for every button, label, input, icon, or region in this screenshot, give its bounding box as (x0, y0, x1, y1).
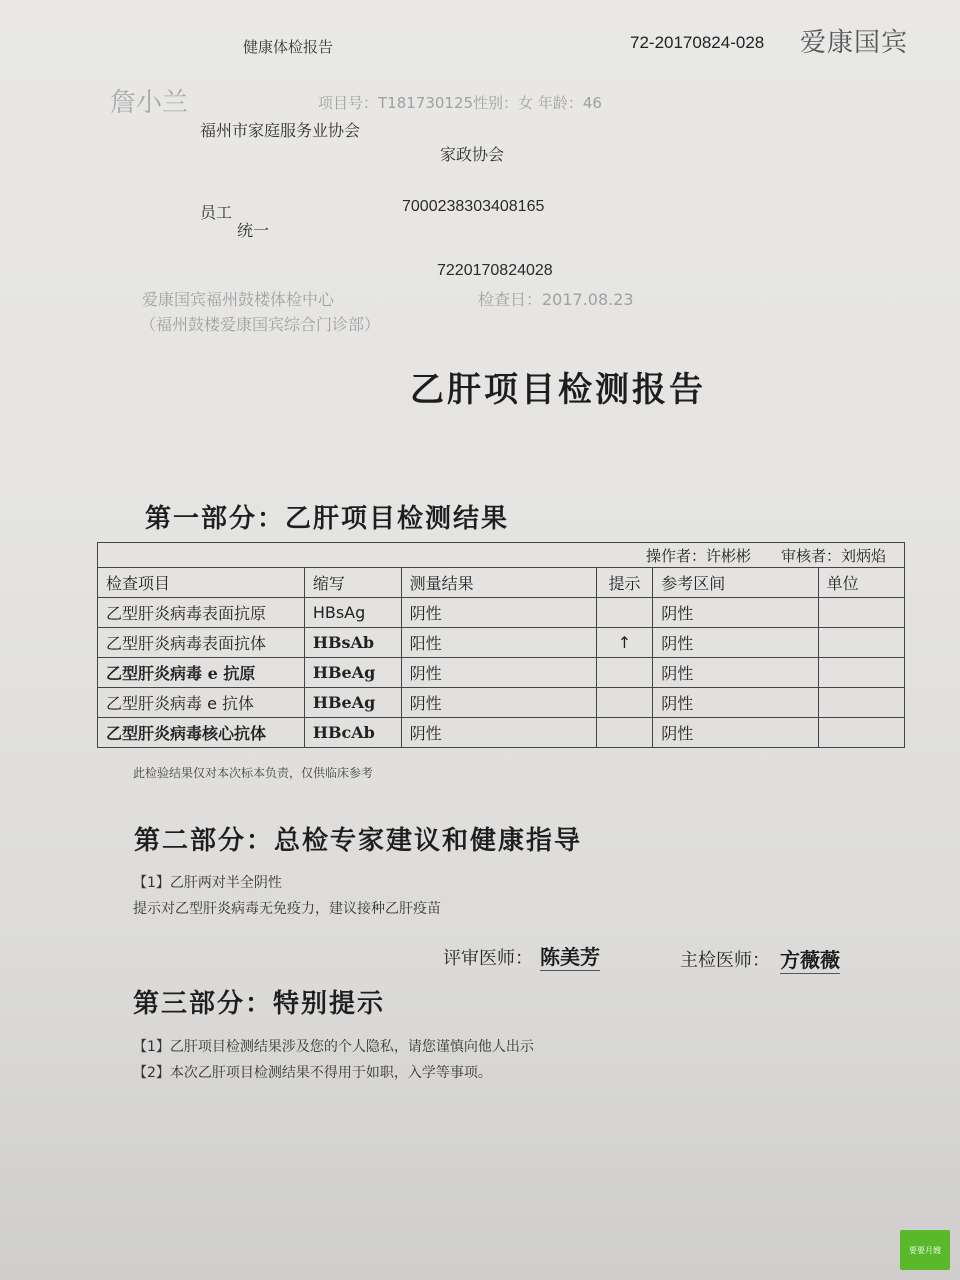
report-code: 72-20170824-028 (630, 33, 765, 52)
row-result: 阴性 (401, 718, 596, 748)
row-item: 乙型肝炎病毒 e 抗体 (98, 688, 305, 718)
row-unit (818, 718, 904, 748)
col-header-item: 检查项目 (98, 568, 305, 598)
row-hint-up-arrow: ↑ (596, 628, 653, 658)
organization-name: 福州市家庭服务业协会 (200, 121, 361, 140)
table-row (98, 598, 905, 628)
row-abbr: HBsAb (304, 628, 401, 658)
section1-heading: 第一部分：乙肝项目检测结果 (145, 504, 510, 534)
exam-center: 爱康国宾福州鼓楼体检中心 (142, 290, 335, 309)
row-hint (596, 598, 653, 628)
row-item: 乙型肝炎病毒表面抗体 (98, 628, 305, 658)
row-ref: 阴性 (653, 598, 818, 628)
patient-name: 詹小兰 (110, 88, 189, 118)
check-date: 检查日：2017.08.23 (478, 290, 634, 309)
exam-center-sub: （福州鼓楼爱康国宾综合门诊部） (140, 315, 381, 334)
staff-number: 7000238303408165 (402, 198, 545, 215)
table-row (98, 718, 905, 748)
row-item: 乙型肝炎病毒表面抗原 (98, 598, 305, 628)
staff-label: 员工 (200, 203, 233, 222)
row-abbr: HBsAg (304, 598, 401, 628)
special-tip-2: 【2】本次乙肝项目检测结果不得用于如职，入学等事项。 (133, 1065, 492, 1081)
exam-code: 7220170824028 (437, 262, 553, 279)
chief-doctor-signature: 方薇薇 (780, 944, 840, 974)
table-row (98, 658, 905, 688)
col-header-abbr: 缩写 (304, 568, 401, 598)
row-abbr: HBeAg (304, 688, 401, 718)
report-title: 乙肝项目检测报告 (410, 370, 706, 410)
table-row (98, 628, 905, 658)
row-result: 阴性 (401, 598, 596, 628)
organization-sub: 家政协会 (440, 145, 505, 164)
results-note: 此检验结果仅对本次标本负责，仅供临床参考 (133, 766, 374, 780)
advice-line-1: 【1】乙肝两对半全阴性 (133, 875, 282, 891)
col-header-hint: 提示 (596, 568, 653, 598)
chief-doctor-label: 主检医师： (680, 950, 770, 971)
row-item: 乙型肝炎病毒核心抗体 (98, 718, 305, 748)
report-header-title: 健康体检报告 (243, 38, 334, 56)
row-result: 阳性 (401, 628, 596, 658)
row-ref: 阴性 (653, 688, 818, 718)
operators-row (98, 543, 905, 568)
reviewer-signature: 陈美芳 (540, 941, 600, 971)
section3-heading: 第三部分：特别提示 (133, 989, 386, 1019)
row-hint (596, 718, 653, 748)
watermark-badge: 要要月嫂 (900, 1230, 950, 1270)
reviewer-label: 评审医师： (443, 948, 533, 969)
operators-text: 操作者：许彬彬 审核者：刘炳焰 (98, 543, 905, 568)
row-unit (818, 688, 904, 718)
row-unit (818, 598, 904, 628)
row-abbr: HBeAg (304, 658, 401, 688)
row-result: 阴性 (401, 658, 596, 688)
col-header-result: 测量结果 (401, 568, 596, 598)
brand-logo-text: 爱康国宾 (800, 28, 909, 58)
row-unit (818, 658, 904, 688)
row-ref: 阴性 (653, 658, 818, 688)
col-header-ref: 参考区间 (653, 568, 818, 598)
row-hint (596, 688, 653, 718)
row-hint (596, 658, 653, 688)
project-info: 项目号：T181730125性别：女 年龄：46 (318, 94, 602, 112)
row-ref: 阴性 (653, 718, 818, 748)
results-table (97, 542, 905, 748)
special-tip-1: 【1】乙肝项目检测结果涉及您的个人隐私，请您谨慎向他人出示 (133, 1039, 534, 1055)
col-header-unit: 单位 (818, 568, 904, 598)
table-header-row (98, 568, 905, 598)
table-row (98, 688, 905, 718)
row-unit (818, 628, 904, 658)
unified-label: 统一 (237, 221, 270, 240)
advice-line-2: 提示对乙型肝炎病毒无免疫力，建议接种乙肝疫苗 (133, 901, 441, 917)
row-result: 阴性 (401, 688, 596, 718)
row-ref: 阴性 (653, 628, 818, 658)
row-abbr: HBcAb (304, 718, 401, 748)
section2-heading: 第二部分：总检专家建议和健康指导 (134, 826, 583, 856)
row-item: 乙型肝炎病毒 e 抗原 (98, 658, 305, 688)
